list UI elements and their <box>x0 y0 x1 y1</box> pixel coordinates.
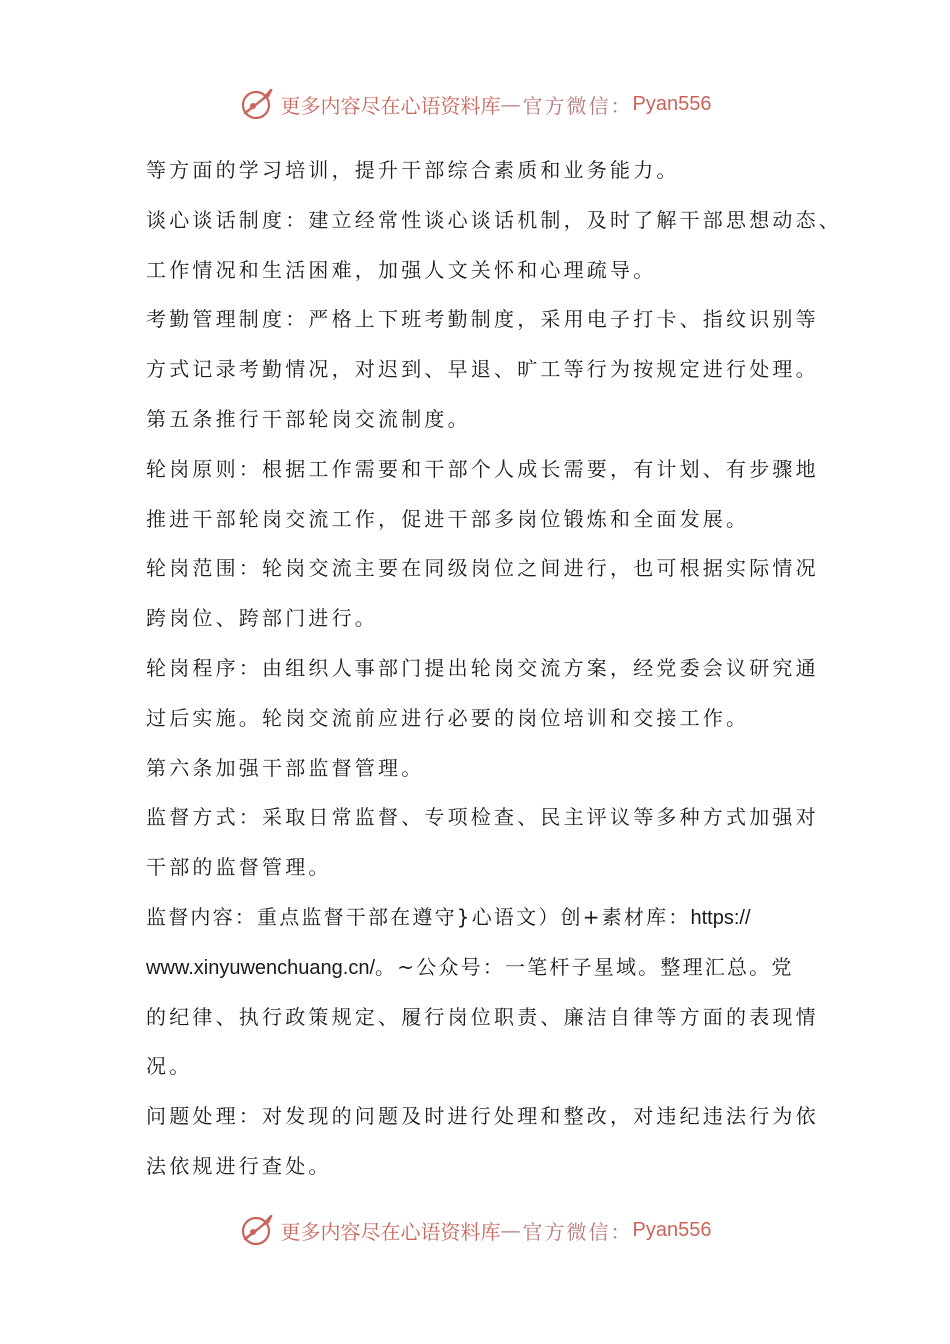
text-line: 谈心谈话制度：建立经常性谈心谈话机制，及时了解干部思想动态、 <box>146 207 842 232</box>
text-line: 推进干部轮岗交流工作，促进干部多岗位锻炼和全面发展。 <box>146 506 750 531</box>
text-line: 监督方式：采取日常监督、专项检查、民主评议等多种方式加强对 <box>146 805 819 830</box>
text-line: 工作情况和生活困难，加强人文关怀和心理疏导。 <box>146 257 657 282</box>
text-line: 过后实施。轮岗交流前应进行必要的岗位培训和交接工作。 <box>146 705 750 730</box>
footer-wechat-id: Pyan556 <box>632 1218 712 1241</box>
text-line: 等方面的学习培训，提升干部综合素质和业务能力。 <box>146 158 680 182</box>
text-line: 跨岗位、跨部门进行。 <box>146 606 378 631</box>
url-segment: https:// <box>690 906 751 929</box>
text-line: 考勤管理制度：严格上下班考勤制度，采用电子打卡、指纹识别等 <box>146 307 819 332</box>
text-line: 法依规进行查处。 <box>146 1153 332 1178</box>
pen-logo-icon <box>239 1211 277 1249</box>
text-line-mixed <box>146 947 811 997</box>
text-line-mixed <box>146 897 811 947</box>
text-line: 轮岗范围：轮岗交流主要在同级岗位之间进行，也可根据实际情况 <box>146 556 819 581</box>
text-line: 问题处理：对发现的问题及时进行处理和整改，对违纪违法行为依 <box>146 1104 819 1129</box>
section-heading: 第六条加强干部监督管理。 <box>146 755 425 780</box>
footer-banner <box>0 1210 950 1250</box>
url-segment: www.xinyuwenchuang.cn/ <box>146 956 376 979</box>
text-line: 轮岗程序：由组织人事部门提出轮岗交流方案，经党委会议研究通 <box>146 655 819 680</box>
footer-dash: — <box>500 1218 523 1242</box>
text-line: 况。 <box>146 1054 193 1079</box>
text-line: 干部的监督管理。 <box>146 855 332 880</box>
header-slogan: 更多内容尽在心语资料库 <box>280 93 501 118</box>
text-segment: 。~公众号：一笔杆子星域。整理汇总。党 <box>375 954 794 979</box>
text-line: 轮岗原则：根据工作需要和干部个人成长需要，有计划、有步骤地 <box>146 456 819 481</box>
footer-slogan: 更多内容尽在心语资料库 <box>280 1219 501 1244</box>
header-wechat-id: Pyan556 <box>632 92 712 115</box>
text-line: 的纪律、执行政策规定、履行岗位职责、廉洁自律等方面的表现情 <box>146 1004 819 1029</box>
section-heading: 第五条推行干部轮岗交流制度。 <box>146 406 471 431</box>
footer-wechat-label: 官方微信： <box>522 1219 633 1244</box>
text-segment: 监督内容：重点监督干部在遵守}心语文）创+素材库： <box>146 904 691 929</box>
header-dash: — <box>500 92 523 116</box>
pen-logo-icon <box>239 85 277 123</box>
header-banner <box>0 84 950 124</box>
header-wechat-label: 官方微信： <box>522 93 633 118</box>
text-line: 方式记录考勤情况，对迟到、早退、旷工等行为按规定进行处理。 <box>146 357 819 382</box>
document-body <box>146 150 842 1196</box>
